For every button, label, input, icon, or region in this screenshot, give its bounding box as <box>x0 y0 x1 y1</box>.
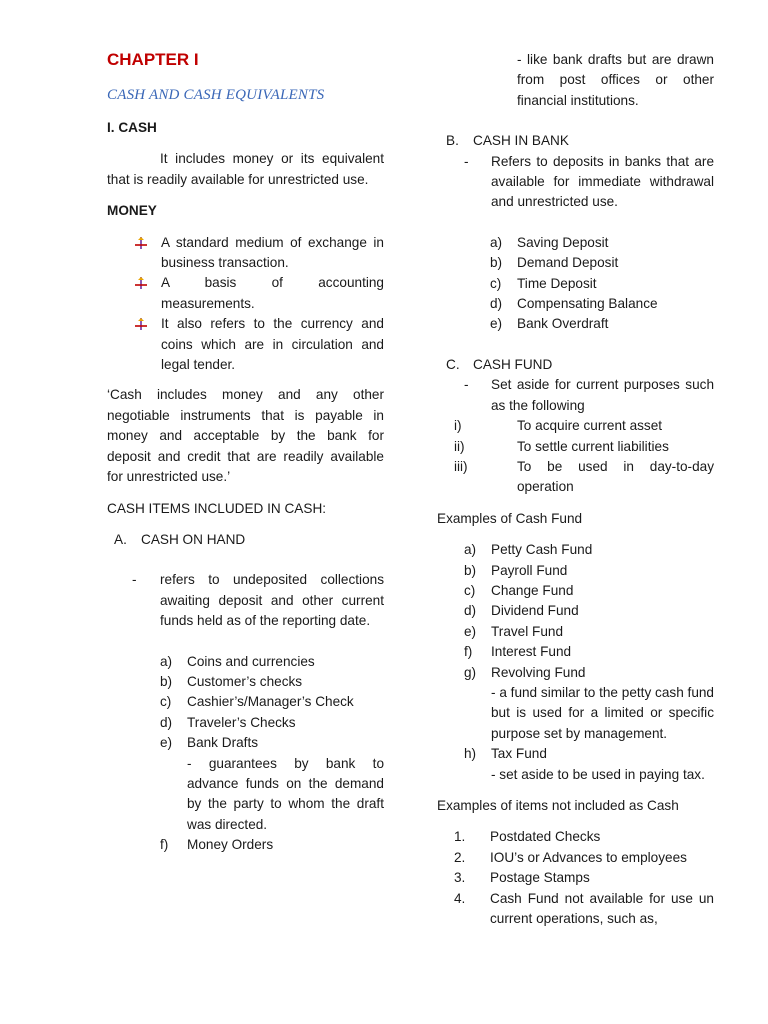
item-marker: i) <box>454 418 462 434</box>
item-text: Demand Deposit <box>517 255 619 271</box>
cash-fund-heading <box>437 355 714 375</box>
item-text: Dividend Fund <box>491 603 579 619</box>
item-text: Tax Fund <box>491 746 547 762</box>
examples-list <box>437 540 714 785</box>
right-column <box>437 50 714 929</box>
item-text: Traveler’s Checks <box>187 714 296 730</box>
money-point: It also refers to the currency and coins which are in circulation and legal tender. <box>161 316 384 373</box>
tax-note-wrap <box>464 765 714 785</box>
section-marker: A. <box>114 531 127 547</box>
item-marker: b) <box>160 673 173 689</box>
cash-quote: ‘Cash includes money and any other negotiable instruments that is payable in money and acceptable by the bank for deposit and credit that are readily available for unrestricted use.’ <box>107 387 384 485</box>
item-text: Payroll Fund <box>491 562 568 578</box>
item-marker: g) <box>464 664 477 680</box>
item-text: Bank Overdraft <box>517 316 609 332</box>
list-item <box>160 733 384 753</box>
list-item <box>464 622 714 642</box>
cash-in-bank-heading <box>437 131 714 151</box>
item-marker: 4. <box>454 890 466 906</box>
list-item <box>160 713 384 733</box>
dash-marker: - <box>464 153 469 169</box>
item-text: Cashier’s/Manager’s Check <box>187 694 354 710</box>
item-text: Change Fund <box>491 582 574 598</box>
item-text: Money Orders <box>187 837 274 853</box>
item-marker: e) <box>160 735 173 751</box>
list-item <box>490 233 714 253</box>
list-item <box>464 581 714 601</box>
arrow-bullet-icon <box>135 318 147 330</box>
item-marker: e) <box>490 316 503 332</box>
section-title: CASH ON HAND <box>141 531 246 547</box>
list-item <box>107 273 384 314</box>
item-marker: c) <box>160 694 172 710</box>
item-marker: 1. <box>454 829 466 845</box>
item-marker: a) <box>464 542 477 558</box>
examples-heading: Examples of Cash Fund <box>437 510 583 526</box>
item-text: Petty Cash Fund <box>491 542 593 558</box>
item-marker: a) <box>160 653 173 669</box>
item-marker: ii) <box>454 438 465 454</box>
dash-marker: - <box>132 572 137 588</box>
section-title: CASH FUND <box>473 356 553 372</box>
item-marker: c) <box>490 275 502 291</box>
list-item <box>437 848 714 868</box>
money-heading: MONEY <box>107 203 157 219</box>
item-marker: iii) <box>454 458 468 474</box>
item-text: Coins and currencies <box>187 653 315 669</box>
cash-on-hand-heading <box>107 530 384 550</box>
item-text: Postage Stamps <box>490 870 590 886</box>
item-text: To acquire current asset <box>517 418 663 434</box>
item-text: Customer’s checks <box>187 673 303 689</box>
item-marker: c) <box>464 582 476 598</box>
revolving-note-wrap <box>464 683 714 744</box>
item-marker: d) <box>160 714 173 730</box>
money-bullet-list <box>107 233 384 376</box>
list-item <box>437 889 714 930</box>
arrow-bullet-icon <box>135 237 147 249</box>
cash-on-hand-list <box>107 652 384 856</box>
item-marker: h) <box>464 746 477 762</box>
list-item <box>437 416 714 436</box>
revolving-fund-note: - a fund similar to the petty cash fund but is used for a limited or specific purpose set by management. <box>491 684 714 741</box>
list-item <box>160 652 384 672</box>
list-item <box>490 253 714 273</box>
cash-items-heading: CASH ITEMS INCLUDED IN CASH: <box>107 500 327 516</box>
list-item <box>464 540 714 560</box>
list-item <box>464 561 714 581</box>
item-text: To settle current liabilities <box>517 438 669 454</box>
item-marker: f) <box>464 644 473 660</box>
money-point: A standard medium of exchange in business transaction. <box>161 234 384 271</box>
money-point: A basis of accounting measurements. <box>161 275 384 311</box>
item-marker: b) <box>490 255 503 271</box>
cash-fund-description <box>437 375 714 416</box>
item-text: Saving Deposit <box>517 234 609 250</box>
list-item <box>160 835 384 855</box>
not-included-list <box>437 827 714 929</box>
not-included-heading: Examples of items not included as Cash <box>437 798 679 813</box>
dash-marker: - <box>464 377 469 393</box>
item-marker: f) <box>160 837 169 853</box>
item-text: Bank Drafts <box>187 735 259 751</box>
list-item <box>464 744 714 764</box>
item-marker: 2. <box>454 849 466 865</box>
item-marker: b) <box>464 562 477 578</box>
list-item <box>437 457 714 498</box>
description-text: Set aside for current purposes such as the following <box>491 377 714 413</box>
bank-drafts-note: - guarantees by bank to advance funds on the demand by the party to whom the draft was directed. <box>187 755 384 832</box>
item-text: Cash Fund not available for use un current operations, such as, <box>490 890 714 927</box>
list-item <box>464 601 714 621</box>
list-item <box>464 663 714 683</box>
cash-on-hand-description <box>107 570 384 631</box>
description-text: Refers to deposits in banks that are available for immediate withdrawal and unrestricted use. <box>491 153 714 210</box>
section-cash-heading: I. CASH <box>107 120 157 135</box>
money-orders-note: - like bank drafts but are drawn from post offices or other financial institutions. <box>517 52 714 108</box>
description-text: refers to undeposited collections awaiting deposit and other current funds held as of the reporting date. <box>160 572 384 629</box>
section-title: CASH IN BANK <box>473 133 569 149</box>
tax-fund-note: - set aside to be used in paying tax. <box>491 766 705 782</box>
cash-fund-list <box>437 416 714 498</box>
section-marker: C. <box>446 356 460 372</box>
section-marker: B. <box>446 133 459 149</box>
list-item <box>464 642 714 662</box>
cash-in-bank-list <box>437 233 714 335</box>
bank-drafts-note-wrap <box>160 754 384 836</box>
list-item <box>107 233 384 274</box>
list-item <box>437 827 714 847</box>
item-text: To be used in day-to-day operation <box>517 458 714 495</box>
cash-definition: It includes money or its equivalent that is readily available for unrestricted use. <box>107 151 384 187</box>
item-text: Compensating Balance <box>517 296 658 312</box>
list-item <box>160 692 384 712</box>
item-marker: d) <box>490 296 503 312</box>
item-text: Travel Fund <box>491 623 564 639</box>
item-text: IOU’s or Advances to employees <box>490 849 687 865</box>
chapter-title: CHAPTER I <box>107 50 199 69</box>
left-column <box>107 48 384 856</box>
item-text: Revolving Fund <box>491 664 586 680</box>
arrow-bullet-icon <box>135 277 147 289</box>
list-item <box>490 294 714 314</box>
item-marker: d) <box>464 603 477 619</box>
item-marker: e) <box>464 623 477 639</box>
list-item <box>437 868 714 888</box>
item-text: Time Deposit <box>517 275 597 291</box>
list-item <box>490 274 714 294</box>
chapter-subtitle: CASH AND CASH EQUIVALENTS <box>107 87 325 103</box>
list-item <box>437 437 714 457</box>
item-marker: 3. <box>454 870 466 886</box>
item-text: Postdated Checks <box>490 829 601 845</box>
list-item <box>160 672 384 692</box>
money-orders-note-wrap <box>437 50 714 111</box>
cash-in-bank-description <box>437 152 714 213</box>
list-item <box>490 314 714 334</box>
item-text: Interest Fund <box>491 644 572 660</box>
item-marker: a) <box>490 234 503 250</box>
list-item <box>107 314 384 375</box>
